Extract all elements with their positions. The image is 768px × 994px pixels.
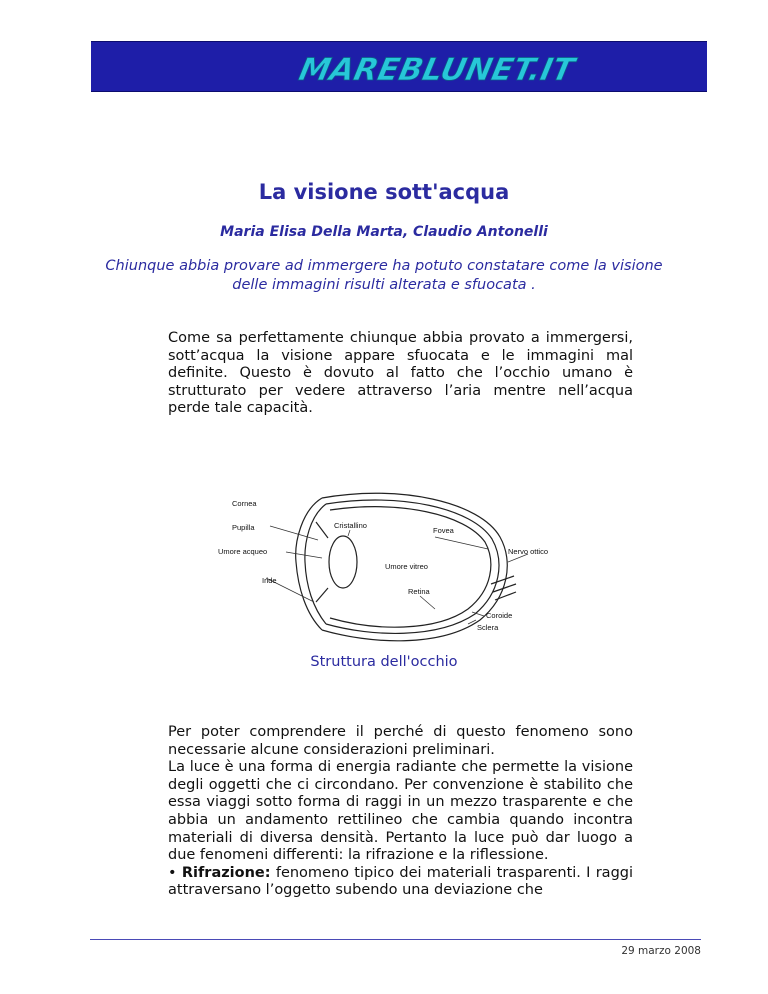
eye-structure-diagram xyxy=(210,492,565,642)
body-paragraph xyxy=(168,724,633,900)
label-coroide: Coroide xyxy=(486,611,513,620)
article-subtitle: Chiunque abbia provare ad immergere ha potuto constatare come la visione delle immagini risulti alterata e sfuocata . xyxy=(105,258,663,293)
mareblunet-logo xyxy=(291,44,578,90)
bullet-text: fenomeno tipico dei materiali trasparenti. I raggi attraversano l’oggetto subendo una deviazione che xyxy=(168,864,634,899)
bullet-item xyxy=(168,865,633,900)
label-nervo-ottico: Nervo ottico xyxy=(508,547,549,556)
label-umore-vitreo: Umore vitreo xyxy=(385,562,428,571)
label-umore-acqueo: Umore acqueo xyxy=(218,547,268,556)
intro-paragraph: Come sa perfettamente chiunque abbia provato a immergersi, sott’acqua la visione appare sfuocata e le immagini mal definite. Questo è dovuto al fatto che l’occhio umano è strutturato per vedere attraverso l’aria mentre nell’acqua perde tale capacità. xyxy=(168,330,633,417)
body-line: La luce è una forma di energia radiante che permette la visione degli oggetti che ci circondano. Per convenzione è stabilito che essa viaggi sotto forma di raggi in un mezzo trasparente e che abbia un andamento rettilineo che cambia quando incontra materiali di diversa densità. Pertanto la luce può dar luogo a due fenomeni differenti: la rifrazione e la riflessione. xyxy=(168,759,633,864)
figure-caption: Struttura dell'occhio xyxy=(310,654,458,670)
footer-date: 29 marzo 2008 xyxy=(621,945,701,957)
label-cristallino: Cristallino xyxy=(334,521,367,530)
label-fovea: Fovea xyxy=(433,526,454,535)
label-cornea: Cornea xyxy=(232,499,257,508)
header-banner xyxy=(91,41,707,92)
bullet-icon: • xyxy=(168,864,177,881)
bullet-term: Rifrazione: xyxy=(181,864,271,881)
label-iride: Iride xyxy=(262,576,277,585)
label-pupilla: Pupilla xyxy=(232,523,255,532)
footer-divider xyxy=(90,939,701,940)
article-authors: Maria Elisa Della Marta, Claudio Antonelli xyxy=(220,224,548,240)
svg-text:MAREBLUNET.IT: MAREBLUNET.IT xyxy=(295,52,578,88)
article-title: La visione sott'acqua xyxy=(258,180,510,204)
label-retina: Retina xyxy=(408,587,430,596)
body-line: Per poter comprendere il perché di questo fenomeno sono necessarie alcune considerazioni preliminari. xyxy=(168,724,633,758)
leader-lines xyxy=(266,526,528,624)
label-sclera: Sclera xyxy=(477,623,499,632)
